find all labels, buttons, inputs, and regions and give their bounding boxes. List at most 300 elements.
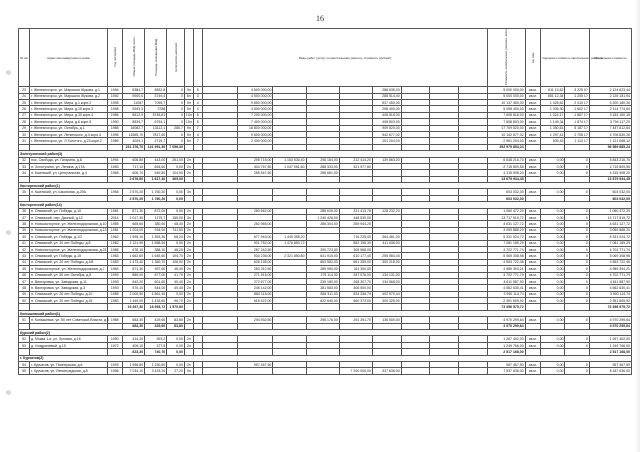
cell-w4: 305 568,00 <box>339 246 372 252</box>
cell-total: 5 058 400,00 <box>488 106 526 112</box>
cell-w1: 295 715,00 <box>238 157 273 163</box>
cell-area: 683,30 <box>122 317 144 323</box>
cell-unit: кв.м. <box>525 125 540 131</box>
cell-total: 1 267 402,00 <box>488 336 526 342</box>
cell-year: 1962 <box>107 234 122 240</box>
cell-c2: 2л <box>184 208 193 214</box>
cell-year: 1983 <box>107 259 122 265</box>
cell-c1: 0 <box>167 93 185 99</box>
cell-unit: кв.м. <box>525 131 540 137</box>
cell-area2: 1 861,40 <box>145 291 167 297</box>
cell-no: 42 <box>19 246 30 252</box>
cell-c2: 2л <box>184 234 193 240</box>
cell-total: 2 715 809,55 <box>488 163 526 169</box>
cell-w1: 282 965,00 <box>238 221 273 227</box>
cell-year: 1963 <box>107 163 122 169</box>
cell-unit: кв.м. <box>525 221 540 227</box>
cell-s2: 0 <box>565 208 589 214</box>
cell-no: 54 <box>19 362 30 368</box>
cell-c3: 7 <box>193 125 202 131</box>
header-area: Общая площадь МКД, всего <box>122 29 144 87</box>
cell-addr: г. Железногорск, ул. Октябрь, д.1 <box>30 125 107 131</box>
cell-c1: 48,40 <box>167 221 185 227</box>
section-title: Курский район(2) <box>19 330 632 336</box>
cell-c2: 2л <box>184 285 193 291</box>
cell-c1: 0,00 <box>167 342 185 348</box>
cell-w5: 134 568,00 <box>372 278 401 284</box>
cell-s1: 1 149,34 <box>541 119 565 125</box>
cell-c1: 0 <box>167 106 185 112</box>
cell-unit: кв.м. <box>525 112 540 118</box>
cell-lim: 4 706 830,26 <box>589 131 631 137</box>
cell-total: 4 631 127,72 <box>488 221 526 227</box>
cell-s2: 1 110 1? <box>565 138 589 144</box>
cell-c2: 3л <box>184 215 193 221</box>
cell-no: 23 <box>19 87 30 93</box>
cell-c2: 9л <box>184 87 193 93</box>
cell-w5: 134 131,00 <box>372 272 401 278</box>
cell-w8 <box>459 368 488 374</box>
cell-w1: 934 235,00 <box>238 253 273 259</box>
cell-c2: 2л <box>184 336 193 342</box>
cell-lim: 4 553 722,46 <box>589 259 631 265</box>
cell-year: 1995 <box>107 131 122 137</box>
cell-c1: 0 <box>167 87 185 93</box>
cell-s2: 0 <box>565 221 589 227</box>
cell-year: 1983 <box>107 253 122 259</box>
cell-total: 17 709 520,00 <box>488 125 526 131</box>
cell-w1: 9 850 000,00 <box>238 99 273 105</box>
cell-no: 50 <box>19 298 30 304</box>
punch-hole-icon <box>6 390 11 395</box>
cell-year: 1994 <box>107 157 122 163</box>
cell-total: 4 970 299,64 <box>488 323 526 329</box>
cell-no: 48 <box>19 285 30 291</box>
cell-c1: 285,7 <box>167 125 185 131</box>
cell-area: 11087 <box>122 99 144 105</box>
cell-s1: 851 12,34 <box>541 93 565 99</box>
cell-addr: п. Новокасторное, ул. Железнодорожная, д.10 <box>31 222 107 227</box>
cell-no: 44 <box>19 259 30 265</box>
cell-no: 55 <box>19 368 30 374</box>
cell-s2: 0 <box>565 317 589 323</box>
cell-s2: 0 <box>565 266 589 272</box>
cell-year: 1986 <box>107 112 122 118</box>
cell-area: 606,70 <box>122 170 144 176</box>
cell-area: 606,80 <box>122 157 144 163</box>
cell-w2: 1 047 061,60 <box>273 163 306 169</box>
cell-no: 36 <box>19 208 30 214</box>
cell-unit: кв.м. <box>525 138 540 144</box>
cell-w4: 306 000,00 <box>339 285 372 291</box>
cell-area2: 544,00 <box>145 285 167 291</box>
cell-c2: 9л <box>184 368 193 374</box>
table-row <box>19 368 632 374</box>
cell-c1: 68,20 <box>167 234 185 240</box>
cell-area2: 3 433,20 <box>145 368 167 374</box>
cell-s1: 0,00 <box>541 336 565 342</box>
cell-lim: 4 315 908,20 <box>589 170 631 176</box>
cell-s1: 0,00 <box>541 234 565 240</box>
cell-s1: 1 297,41 <box>541 131 565 137</box>
cell-area: 678,10 <box>122 246 144 252</box>
cell-area: 889,00 <box>122 272 144 278</box>
cell-area2: 380,60 <box>145 221 167 227</box>
cell-s2: 0 <box>565 240 589 246</box>
cell-c3: 4 <box>193 99 202 105</box>
cell-w4: 268 307,70 <box>339 278 372 284</box>
cell-area2: 549,80 <box>145 170 167 176</box>
cell-c2: 2л <box>184 259 193 265</box>
cell-w1: 285 547,50 <box>238 170 273 176</box>
cell-w1: 9 600 000,00 <box>238 131 273 137</box>
cell-area2: 1 433,60 <box>145 298 167 304</box>
cell-w7 <box>430 368 459 374</box>
cell-addr: п. Викторовка, ул. Заводская, д.11 <box>30 278 107 284</box>
cell-year: 1985 <box>107 317 122 323</box>
cell-c3: 7 <box>193 138 202 144</box>
cell-total: 13 679 934,45 <box>488 176 526 182</box>
cell-w5: 255 984,40 <box>372 253 401 259</box>
cell-area2: 5745,81 <box>145 112 167 118</box>
cell-lim: 603 032,00 <box>589 189 631 195</box>
cell-area: 2 570,20 <box>122 195 144 201</box>
cell-no: 38 <box>19 221 30 227</box>
cell-s1: 0,00 <box>541 157 565 163</box>
cell-c1: 104,90 <box>167 170 185 176</box>
cell-lim: 1 121 068,12 <box>589 138 631 144</box>
cell-s1: 0,00 <box>541 342 565 348</box>
cell-year: 1995 <box>107 99 122 105</box>
header-limit: Предельная стоимость <box>589 29 631 87</box>
cell-unit: кв.м. <box>525 253 540 259</box>
cell-unit: кв.м. <box>525 240 540 246</box>
cell-lim: 957 467,50 <box>589 362 631 368</box>
cell-w3: 298 176,00 <box>306 317 339 323</box>
cell-year: 1993 <box>107 362 122 368</box>
cell-area: 871,30 <box>122 266 144 272</box>
cell-w1: 884 115,00 <box>238 291 273 297</box>
cell-lim: 13 679 934,45 <box>589 176 631 182</box>
cell-area2: 429,60 <box>145 317 167 323</box>
cell-no: 30 <box>19 131 30 137</box>
cell-no: 31 <box>19 138 30 144</box>
cell-s2: 0 <box>565 298 589 304</box>
cell-s1: 0,00 <box>541 253 565 259</box>
cell-lim: 2 517 168,00 <box>589 349 631 355</box>
cell-year: 1983 <box>107 298 122 304</box>
cell-lim: 2 351 605,92 <box>589 298 631 304</box>
header-year: Год постройки <box>107 29 122 87</box>
cell-w5: 139 863,20 <box>372 157 401 163</box>
cell-addr: п. Конышевка, ул. 50 лет Советской Власти, д.5 <box>31 317 109 322</box>
cell-w4: 212 414,20 <box>339 157 372 163</box>
cell-area: 642,20 <box>122 278 144 284</box>
cell-s1: 0,00 <box>541 215 565 221</box>
cell-c2: 2л <box>184 317 193 323</box>
cell-year: 1990 <box>107 336 122 342</box>
cell-s2: 0 <box>565 259 589 265</box>
cell-year: 2014 <box>107 215 122 221</box>
cell-lim: 73 356 575,72 <box>589 304 631 310</box>
cell-year: 1992 <box>107 93 122 99</box>
cell-no: 53 <box>19 342 30 348</box>
cell-addr: п. Кшенский, ул. Центральная, д.4 <box>30 170 107 176</box>
cell-area2: 740,70 <box>145 349 167 355</box>
cell-lim: 8 187 636,00 <box>589 368 631 374</box>
cell-year: 1993 <box>107 278 122 284</box>
cell-no: 28 <box>19 119 30 125</box>
cell-lim: 2 124 623,44 <box>589 87 631 93</box>
cell-unit: кв.м. <box>525 157 540 163</box>
cell-addr: д. Моква 1-я, ул. Луговая, д.18 <box>30 336 107 342</box>
cell-c1: 0 <box>167 112 185 118</box>
cell-area2: 357,60 <box>145 266 167 272</box>
cell-no: 39 <box>19 227 30 233</box>
cell-c1: 40,40 <box>167 278 185 284</box>
cell-total: 2 517 168,00 <box>488 349 526 355</box>
cell-year: 1989 <box>107 138 122 144</box>
cell-addr: г. Курчатов, ул. Ленинградская, д.8 <box>30 368 107 374</box>
cell-area2: 13112,1 <box>145 125 167 131</box>
cell-c1: 0 <box>167 138 185 144</box>
cell-unit: кв.м. <box>525 298 540 304</box>
cell-area2: 1175,7 <box>145 215 167 221</box>
cell-w4: 716 225,00 <box>339 234 372 240</box>
cell-area2: 1 617,40 <box>145 176 167 182</box>
cell-w1: 957 467,50 <box>238 362 273 368</box>
cell-c1: 741,50 <box>167 227 185 233</box>
cell-area: 8534,7 <box>122 119 144 125</box>
cell-s2: 0 <box>565 157 589 163</box>
cell-c1: 0 <box>167 119 185 125</box>
cell-c2: 10л <box>185 119 192 124</box>
cell-lim: 4 970 299,64 <box>589 317 631 323</box>
cell-lim: 13 717 519,72 <box>589 215 631 221</box>
cell-w1: 304 767,50 <box>238 163 273 169</box>
cell-lim: 7 081 189,29 <box>589 240 631 246</box>
cell-year: 1996 <box>107 368 122 374</box>
cell-c1: 0,00 <box>167 349 185 355</box>
cell-c2: 9л <box>184 131 193 137</box>
cell-s1: 1 350,61 <box>541 125 565 131</box>
section-title: Золотухинский район(3) <box>19 151 632 157</box>
cell-total: 2 351 605,92 <box>488 298 526 304</box>
cell-w5: 300 218,00 <box>372 259 401 265</box>
cell-s2: 0 <box>565 362 589 368</box>
cell-s2: 0 <box>565 278 589 284</box>
cell-no: 41 <box>19 240 30 246</box>
cell-area2: 2715,7 <box>145 138 167 144</box>
cell-s1: 0,00 <box>541 285 565 291</box>
cell-c1: 0,00 <box>167 163 185 169</box>
cell-area: 409,10 <box>122 342 144 348</box>
cell-c2: 9л <box>184 125 193 131</box>
cell-total: 5 000 000,00 <box>488 87 526 93</box>
cell-no: 26 <box>19 106 30 112</box>
cell-w3: 298 184,00 <box>306 157 339 163</box>
cell-c3: 4 <box>193 106 202 112</box>
cell-s2: 1 602 1? <box>565 106 589 112</box>
cell-year: 1981 <box>107 208 122 214</box>
cell-c2: 2л <box>184 246 193 252</box>
cell-year: 1990 <box>107 119 122 125</box>
cell-unit: кв.м. <box>525 259 540 265</box>
cell-no: 45 <box>19 266 30 272</box>
cell-lim: 2 114 774,64 <box>589 106 631 112</box>
cell-area2: 5832,8 <box>145 87 167 93</box>
cell-area2: 393,2 <box>145 336 167 342</box>
cell-w1: 7 400 000,00 <box>238 119 273 125</box>
cell-no: 33 <box>19 163 30 169</box>
cell-s2: 3 225 0? <box>565 87 589 93</box>
cell-s1: 0,00 <box>541 362 565 368</box>
cell-no: 40 <box>19 234 30 240</box>
cell-area: 2 000,90 <box>122 291 144 297</box>
cell-w2: 2 321 850,80 <box>273 253 306 259</box>
cell-s1: 1 335,30 <box>541 106 565 112</box>
cell-area: 2 121,90 <box>122 240 144 246</box>
cell-c2: 2л <box>184 266 193 272</box>
cell-s1: 0,00 <box>541 259 565 265</box>
cell-s2: 5 187 1? <box>565 125 589 131</box>
cell-addr: г. Железногорск, ул. Мира, д.15 корп.3 <box>30 106 107 112</box>
cell-unit: кв.м. <box>525 342 540 348</box>
cell-s2: 0 <box>565 253 589 259</box>
cell-w1: 294 932,50 <box>238 317 273 323</box>
cell-s2: 1 205 1? <box>565 93 589 99</box>
cell-area2: 1 558,54 <box>145 240 167 246</box>
cell-w1: 271 915,00 <box>238 272 273 278</box>
cell-unit: кв.м. <box>525 368 540 374</box>
cell-lim: 4 562 630,41 <box>589 285 631 291</box>
cell-no: 24 <box>19 93 30 99</box>
cell-total: 4 562 630,41 <box>488 285 526 291</box>
cell-addr: п. Олымский, ул. 20 лет Победы, д.8 <box>30 240 107 246</box>
cell-w4: 610 177,40 <box>339 253 372 259</box>
cell-unit: кв.м. <box>525 87 540 93</box>
cell-w1: 283 312,50 <box>238 266 273 272</box>
cell-w3: 281 583,00 <box>306 285 339 291</box>
cell-s2: 0 <box>565 170 589 176</box>
cell-s2: 0 <box>565 163 589 169</box>
cell-s2: 0 <box>565 215 589 221</box>
cell-addr: г. Железногорск, ул. Маршала Жукова, д.2 <box>30 93 107 99</box>
cell-c1: 48,30 <box>167 266 185 272</box>
cell-w3: 622 640,00 <box>306 298 339 304</box>
cell-lim: 3 794 117,20 <box>589 119 631 125</box>
cell-c1: 0,00 <box>167 240 185 246</box>
cell-no: 47 <box>19 278 30 284</box>
cell-unit: кв.м. <box>525 266 540 272</box>
cell-w4: 448 530,00 <box>339 215 372 221</box>
cell-lim: 4 611 587,90 <box>589 278 631 284</box>
cell-s2: 2 410 1? <box>565 99 589 105</box>
cell-w1: 615 422,00 <box>238 298 273 304</box>
cell-area2: 654,60 <box>145 163 167 169</box>
cell-w1: 246 142,00 <box>238 285 273 291</box>
cell-w5: 288 635,00 <box>372 87 401 93</box>
cell-s2: 0 <box>565 336 589 342</box>
cell-area2: 3788 <box>145 106 167 112</box>
cell-c3: 4 <box>193 131 202 137</box>
cell-w5: 128 232,20 <box>372 208 401 214</box>
cell-c3: 3 <box>193 93 202 99</box>
cell-total: 4 315 908,20 <box>488 170 526 176</box>
cell-s1: 1 324,17 <box>541 112 565 118</box>
cell-year: 1956 <box>107 189 122 195</box>
cell-area: 2 017,30 <box>122 215 144 221</box>
cell-c1: 40,40 <box>167 285 185 291</box>
cell-area: 2 570,20 <box>122 189 144 195</box>
cell-addr: г. Железногорск, ул. Л.Толстого, д.23 корп.2 <box>30 138 107 144</box>
cell-addr: д. Ноздрачевый, д.15 <box>30 342 107 348</box>
header-area-living: Площадь помещений МКД <box>145 29 167 87</box>
cell-total: 7 608 818,00 <box>488 112 526 118</box>
cell-area: 570,10 <box>122 285 144 291</box>
cell-addr: г. Железногорск, ул. Мира, д.1 корп.2 <box>30 99 107 105</box>
cell-s2: 0 <box>565 189 589 195</box>
cell-s1: 0,00 <box>541 291 565 297</box>
cell-addr: п. Викторовка, ул. Заводская, д.3 <box>30 285 107 291</box>
cell-total: 4 702 771,74 <box>488 246 526 252</box>
cell-c2: 2л <box>184 298 193 304</box>
cell-w1: 280 562,00 <box>238 208 273 214</box>
cell-s2: 0 <box>565 285 589 291</box>
cell-w5: 537 450,00 <box>372 99 401 105</box>
cell-w5: 258 400,00 <box>372 106 401 112</box>
cell-s2: 0 <box>565 272 589 278</box>
cell-area: 8384,7 <box>122 87 144 93</box>
cell-no: 49 <box>19 291 30 297</box>
section-title: Касторенский район(14) <box>19 202 632 208</box>
cell-lim: 4 702 771,79 <box>589 272 631 278</box>
cell-s1: 0,00 <box>541 266 565 272</box>
cell-c2: 3л <box>184 189 193 195</box>
cell-total: 5 069 308,98 <box>488 253 526 259</box>
cell-lim: 603 032,00 <box>589 195 631 201</box>
cell-unit: кв.м. <box>525 93 540 99</box>
cell-s1: 0,00 <box>541 368 565 374</box>
cell-addr: п. Новокасторное, ул. Железнодорожная, д.7 <box>30 266 107 272</box>
cell-addr: пос. Свобода, ул. Гагарина, д.8 <box>30 157 107 163</box>
cell-area: 1 662,60 <box>122 253 144 259</box>
cell-w1: 626 195,00 <box>238 259 273 265</box>
cell-total: 3 059 888,20 <box>488 227 526 233</box>
cell-w1: 287 242,50 <box>238 246 273 252</box>
cell-addr: п. Олымский, ул. Победы, д.15 <box>30 253 107 259</box>
cell-w4: 311 300,00 <box>339 266 372 272</box>
cell-c2: 2л <box>184 342 193 348</box>
cell-w3: 641 915,00 <box>306 253 339 259</box>
cell-c2: 2л <box>184 362 193 368</box>
cell-lim: 4 631 127,72 <box>589 221 631 227</box>
cell-c1: 83,80 <box>167 317 185 323</box>
cell-unit: кв.м. <box>525 227 540 233</box>
cell-total: 4 702 771,79 <box>488 272 526 278</box>
cell-c1: 106,00 <box>167 259 185 265</box>
cell-area2: 429,60 <box>145 323 167 329</box>
cell-w4: 661 259,00 <box>339 259 372 265</box>
cell-c2: 2л <box>184 170 193 176</box>
cell-no: 37 <box>19 215 30 221</box>
cell-c1: 365,00 <box>167 176 185 182</box>
cell-s1: 0,00 <box>541 227 565 233</box>
cell-addr: п. Золотухино, ул. Ленина, д.17А <box>30 163 107 169</box>
cell-area2: 1 230,60 <box>145 362 167 368</box>
cell-area: 19 267,30 <box>122 304 144 310</box>
page-number: 16 <box>316 14 324 23</box>
